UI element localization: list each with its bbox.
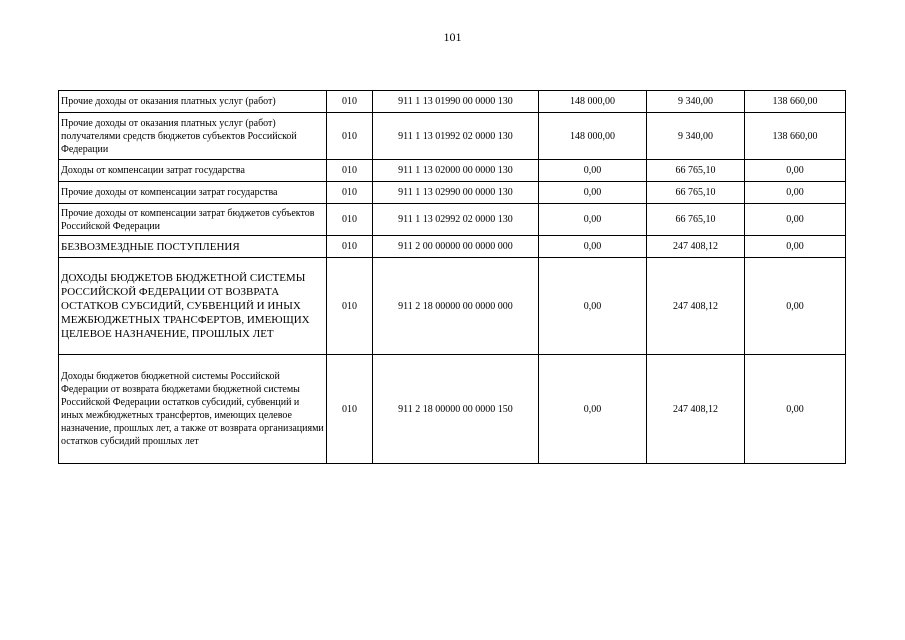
admin-code-cell: 010 [327,236,373,258]
plan-cell: 0,00 [539,258,647,355]
row-name-cell: БЕЗВОЗМЕЗДНЫЕ ПОСТУПЛЕНИЯ [59,236,327,258]
plan-cell: 0,00 [539,182,647,204]
unexecuted-cell: 0,00 [745,258,846,355]
table-row [59,91,846,113]
admin-code-cell: 010 [327,204,373,236]
plan-cell: 0,00 [539,236,647,258]
plan-cell: 0,00 [539,204,647,236]
unexecuted-cell: 0,00 [745,160,846,182]
executed-cell: 66 765,10 [647,160,745,182]
plan-cell: 0,00 [539,160,647,182]
plan-cell: 0,00 [539,355,647,464]
unexecuted-cell: 138 660,00 [745,91,846,113]
admin-code-cell: 010 [327,91,373,113]
table-row [59,204,846,236]
row-name-cell: Доходы бюджетов бюджетной системы Российской Федерации от возврата бюджетами бюджетной системы Российской Федерации остатков субсидий, субвенций и иных межбюджетных трансфертов, имеющих целевое назначение, прошлых лет, а также от возврата организациями остатков субсидий прошлых лет [59,355,327,464]
executed-cell: 247 408,12 [647,236,745,258]
row-name-cell: Прочие доходы от оказания платных услуг (работ) [59,91,327,113]
executed-cell: 9 340,00 [647,91,745,113]
budget-code-cell: 911 2 18 00000 00 0000 150 [373,355,539,464]
row-name-cell: Прочие доходы от оказания платных услуг (работ) получателями средств бюджетов субъектов Российской Федерации [59,113,327,160]
budget-code-cell: 911 1 13 01990 00 0000 130 [373,91,539,113]
plan-cell: 148 000,00 [539,113,647,160]
budget-code-cell: 911 1 13 02990 00 0000 130 [373,182,539,204]
table-row [59,160,846,182]
table-row [59,236,846,258]
executed-cell: 9 340,00 [647,113,745,160]
budget-code-cell: 911 2 18 00000 00 0000 000 [373,258,539,355]
admin-code-cell: 010 [327,355,373,464]
admin-code-cell: 010 [327,113,373,160]
page-number: 101 [443,30,462,44]
budget-code-cell: 911 1 13 02992 02 0000 130 [373,204,539,236]
admin-code-cell: 010 [327,160,373,182]
budget-code-cell: 911 1 13 01992 02 0000 130 [373,113,539,160]
row-name-cell: Доходы от компенсации затрат государства [59,160,327,182]
executed-cell: 247 408,12 [647,355,745,464]
unexecuted-cell: 0,00 [745,204,846,236]
table-row [59,113,846,160]
unexecuted-cell: 0,00 [745,182,846,204]
executed-cell: 66 765,10 [647,182,745,204]
executed-cell: 66 765,10 [647,204,745,236]
row-name-cell: ДОХОДЫ БЮДЖЕТОВ БЮДЖЕТНОЙ СИСТЕМЫ РОССИЙСКОЙ ФЕДЕРАЦИИ ОТ ВОЗВРАТА ОСТАТКОВ СУБСИДИЙ, СУБВЕНЦИЙ И ИНЫХ МЕЖБЮДЖЕТНЫХ ТРАНСФЕРТОВ, ИМЕЮЩИХ ЦЕЛЕВОЕ НАЗНАЧЕНИЕ, ПРОШЛЫХ ЛЕТ [59,258,327,355]
plan-cell: 148 000,00 [539,91,647,113]
unexecuted-cell: 138 660,00 [745,113,846,160]
row-name-cell: Прочие доходы от компенсации затрат бюджетов субъектов Российской Федерации [59,204,327,236]
budget-code-cell: 911 1 13 02000 00 0000 130 [373,160,539,182]
unexecuted-cell: 0,00 [745,236,846,258]
executed-cell: 247 408,12 [647,258,745,355]
admin-code-cell: 010 [327,258,373,355]
budget-code-cell: 911 2 00 00000 00 0000 000 [373,236,539,258]
table-row [59,182,846,204]
table-row [59,355,846,464]
budget-table [58,90,846,464]
table-row [59,258,846,355]
row-name-cell: Прочие доходы от компенсации затрат государства [59,182,327,204]
unexecuted-cell: 0,00 [745,355,846,464]
admin-code-cell: 010 [327,182,373,204]
